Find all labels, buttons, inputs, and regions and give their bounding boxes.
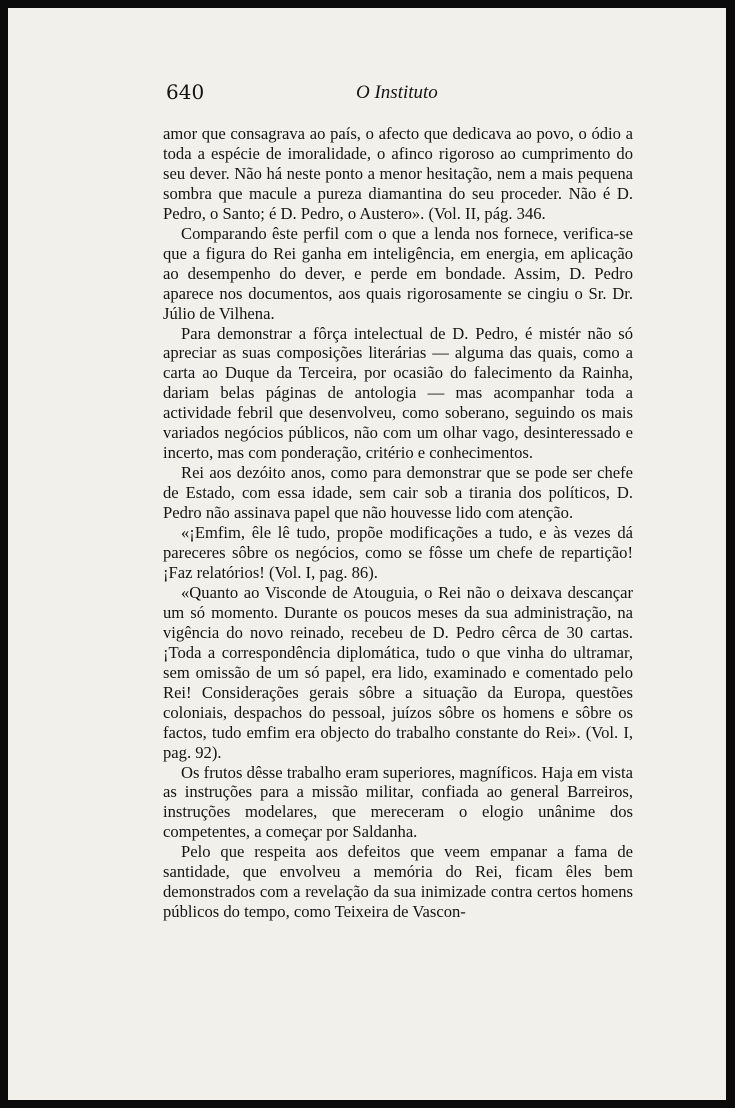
paragraph: «Quanto ao Visconde de Atouguia, o Rei não o deixava descançar um só momento. Durante os poucos meses da sua administração, na vigência do novo reinado, recebeu de D. Pedro cêrca de 30 cartas. ¡Toda a correspondência diplomática, tudo o que vinha do ultramar, sem omissão de um só papel, era lido, examinado e comentado pelo Rei! Considerações gerais sôbre a situação da Europa, questões coloniais, despachos do pessoal, juízos sôbre os homens e sôbre os factos, tudo emfim era objecto do trabalho constante do Rei». (Vol. I, pag. 92). — [163, 582, 633, 762]
page-number: 640 — [166, 80, 205, 104]
running-title: O Instituto — [356, 82, 438, 103]
paragraph: Para demonstrar a fôrça intelectual de D. Pedro, é mistér não só apreciar as suas composições literárias — alguma das quais, como a carta ao Duque da Terceira, por ocasião do falecimento da Rainha, dariam belas páginas de antologia — mas acompanhar toda a actividade febril que desenvolveu, como soberano, seguindo os mais variados negócios públicos, não com um olhar vago, desinteressado e incerto, mas com ponderação, critério e conhecimentos. — [163, 323, 633, 463]
paragraph: Comparando êste perfil com o que a lenda nos fornece, verifica-se que a figura do Rei ganha em inteligência, em energia, em aplicação ao desempenho do dever, e perde em bondade. Assim, D. Pedro aparece nos documentos, aos quais rigorosamente se cingiu o Sr. Dr. Júlio de Vilhena. — [163, 223, 633, 323]
paragraph: «¡Emfim, êle lê tudo, propõe modificações a tudo, e às vezes dá pareceres sôbre os negócios, como se fôsse um chefe de repartição! ¡Faz relatórios! (Vol. I, pag. 86). — [163, 523, 633, 582]
page-header — [8, 80, 726, 110]
body-text — [163, 124, 633, 922]
paragraph: Os frutos dêsse trabalho eram superiores, magníficos. Haja em vista as instruções para a missão militar, confiada ao general Barreiros, instruções modelares, que mereceram o elogio unânime dos competentes, a começar por Saldanha. — [163, 762, 633, 842]
paragraph: amor que consagrava ao país, o afecto que dedicava ao povo, o ódio a toda a espécie de imoralidade, o afinco rigoroso ao cumprimento do seu dever. Não há neste ponto a menor hesitação, nem a mais pequena sombra que macule a pureza diamantina do seu proceder. Não é D. Pedro, o Santo; é D. Pedro, o Austero». (Vol. II, pág. 346. — [163, 124, 633, 223]
paragraph: Rei aos dezóito anos, como para demonstrar que se pode ser chefe de Estado, com essa idade, sem cair sob a tirania dos políticos, D. Pedro não assinava papel que não houvesse lido com atenção. — [163, 463, 633, 523]
paragraph: Pelo que respeita aos defeitos que veem empanar a fama de santidade, que envolveu a memória do Rei, ficam êles bem demonstrados com a revelação da sua inimizade contra certos homens públicos do tempo, como Teixeira de Vascon- — [163, 842, 633, 922]
book-page — [8, 8, 726, 1100]
